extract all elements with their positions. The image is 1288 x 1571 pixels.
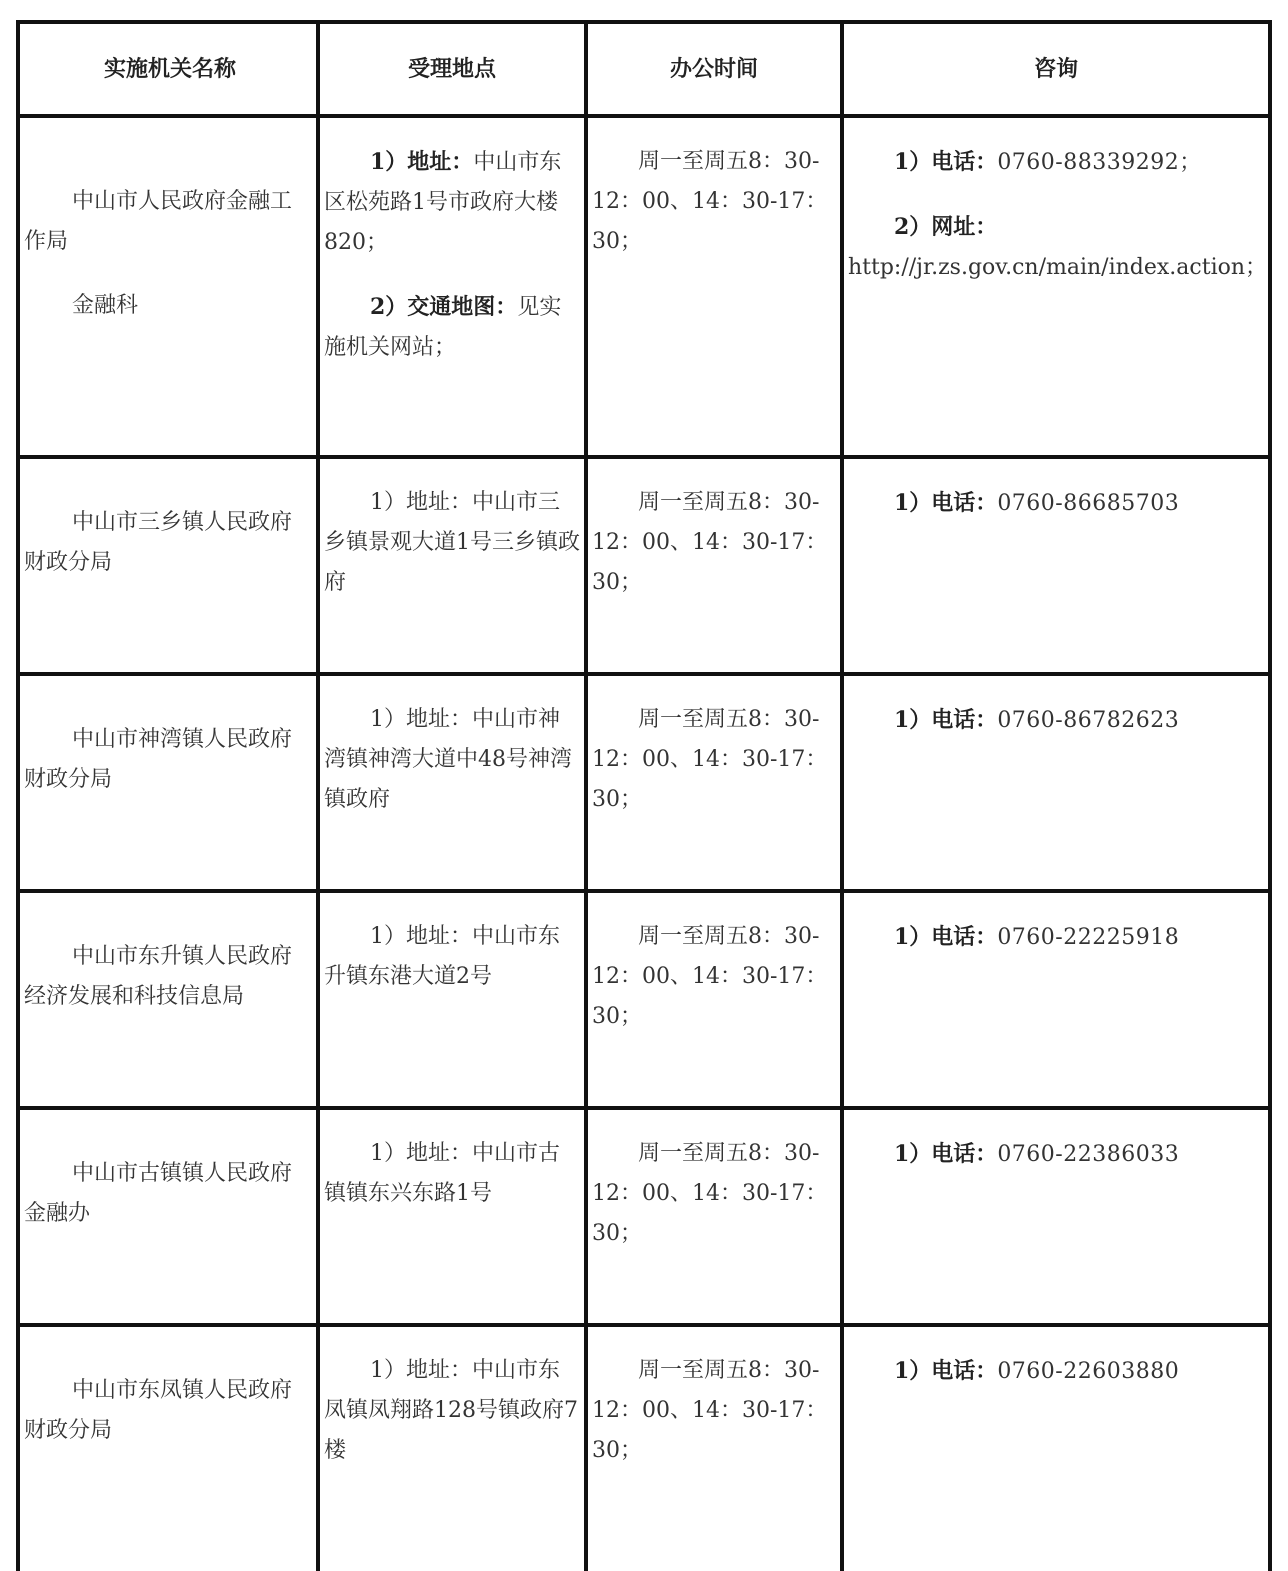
- table-row: [18, 116, 1270, 457]
- contact-cell: [842, 891, 1270, 1108]
- table-row: [18, 674, 1270, 891]
- phone-number: 0760-88339292；: [997, 150, 1202, 175]
- phone-label: 1）电话：: [894, 707, 998, 733]
- address-paragraph: [324, 142, 580, 263]
- agency-cell: [18, 674, 318, 891]
- location-cell: [318, 1325, 586, 1571]
- header-office-hours: 办公时间: [586, 22, 842, 116]
- contact-cell: [842, 116, 1270, 457]
- hours-cell: [586, 457, 842, 674]
- map-label: 2）交通地图：: [370, 294, 518, 320]
- contact-cell: [842, 1108, 1270, 1325]
- location-cell: [318, 116, 586, 457]
- office-hours: 周一至周五8：30-12：00、14：30-17：30；: [592, 490, 828, 595]
- agency-name: 中山市神湾镇人民政府财政分局: [24, 727, 293, 792]
- phone-paragraph: [848, 1351, 1264, 1392]
- location-cell: [318, 674, 586, 891]
- agency-cell: [18, 891, 318, 1108]
- address-label: 1）地址：: [370, 149, 474, 175]
- phone-paragraph: [848, 700, 1264, 741]
- office-hours: 周一至周五8：30-12：00、14：30-17：30；: [592, 924, 828, 1029]
- location-cell: [318, 1108, 586, 1325]
- contact-cell: [842, 674, 1270, 891]
- office-hours: 周一至周五8：30-12：00、14：30-17：30；: [592, 707, 828, 812]
- table-row: [18, 891, 1270, 1108]
- phone-number: 0760-22225918: [997, 925, 1180, 950]
- office-hours: 周一至周五8：30-12：00、14：30-17：30；: [592, 149, 828, 254]
- address-text: 1）地址：中山市神湾镇神湾大道中48号神湾镇政府: [324, 707, 572, 812]
- hours-cell: [586, 891, 842, 1108]
- address-text: 1）地址：中山市东升镇东港大道2号: [324, 924, 560, 989]
- agency-sub-unit: 金融科: [72, 293, 139, 318]
- phone-number: 0760-86782623: [997, 708, 1180, 733]
- office-hours: 周一至周五8：30-12：00、14：30-17：30；: [592, 1358, 828, 1463]
- agency-cell: [18, 1108, 318, 1325]
- agency-name: 中山市东升镇人民政府经济发展和科技信息局: [24, 944, 293, 1009]
- map-paragraph: [324, 287, 580, 368]
- agency-name: 中山市东凤镇人民政府财政分局: [24, 1378, 293, 1443]
- phone-number: 0760-86685703: [997, 491, 1180, 516]
- agency-cell: [18, 116, 318, 457]
- contact-cell: [842, 457, 1270, 674]
- agency-name: 中山市三乡镇人民政府财政分局: [24, 510, 293, 575]
- address-text: 1）地址：中山市东凤镇凤翔路128号镇政府7楼: [324, 1358, 578, 1463]
- header-location: 受理地点: [318, 22, 586, 116]
- location-cell: [318, 457, 586, 674]
- address-text: 1）地址：中山市三乡镇景观大道1号三乡镇政府: [324, 490, 580, 595]
- hours-cell: [586, 1108, 842, 1325]
- agency-name: 中山市古镇镇人民政府金融办: [24, 1161, 293, 1226]
- phone-label: 1）电话：: [894, 1141, 998, 1167]
- agency-name: 中山市人民政府金融工作局: [24, 189, 293, 254]
- phone-label: 1）电话：: [894, 490, 998, 516]
- phone-label: 1）电话：: [894, 924, 998, 950]
- hours-cell: [586, 116, 842, 457]
- agency-table: [16, 20, 1272, 1571]
- phone-paragraph: [848, 483, 1264, 524]
- phone-paragraph: [848, 917, 1264, 958]
- table-header-row: [18, 22, 1270, 116]
- phone-number: 0760-22386033: [997, 1142, 1180, 1167]
- phone-label: 1）电话：: [894, 1358, 998, 1384]
- website-link[interactable]: http://jr.zs.gov.cn/main/index.action；: [848, 255, 1268, 280]
- table-row: [18, 1325, 1270, 1571]
- office-hours: 周一至周五8：30-12：00、14：30-17：30；: [592, 1141, 828, 1246]
- agency-cell: [18, 457, 318, 674]
- location-cell: [318, 891, 586, 1108]
- web-paragraph: [848, 207, 1264, 248]
- agency-cell: [18, 1325, 318, 1571]
- address-text: 1）地址：中山市古镇镇东兴东路1号: [324, 1141, 560, 1206]
- phone-paragraph: [848, 142, 1264, 183]
- hours-cell: [586, 674, 842, 891]
- phone-number: 0760-22603880: [997, 1359, 1180, 1384]
- header-agency-name: 实施机关名称: [18, 22, 318, 116]
- hours-cell: [586, 1325, 842, 1571]
- header-consultation: 咨询: [842, 22, 1270, 116]
- table-row: [18, 1108, 1270, 1325]
- address-text: 中山市东区松苑路1号市政府大楼820；: [324, 150, 562, 255]
- contact-cell: [842, 1325, 1270, 1571]
- phone-label: 1）电话：: [894, 149, 998, 175]
- table-row: [18, 457, 1270, 674]
- web-label: 2）网址：: [894, 214, 998, 240]
- phone-paragraph: [848, 1134, 1264, 1175]
- map-text: 见实施机关网站；: [324, 295, 562, 360]
